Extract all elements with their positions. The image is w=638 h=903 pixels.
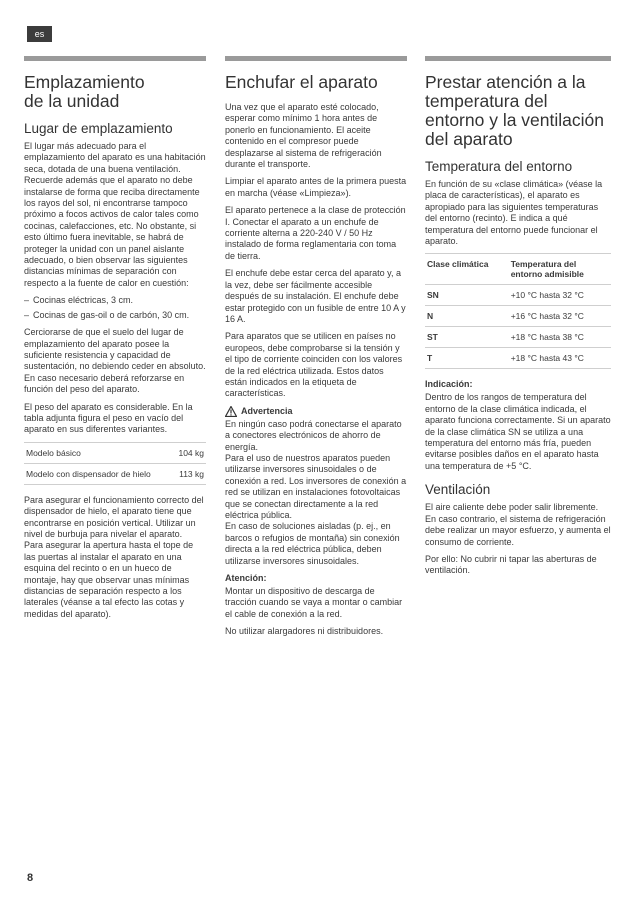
title-line-1: Emplazamiento [24, 72, 145, 92]
paragraph: Para asegurar la apertura hasta el tope de las puertas al instalar el aparato en una esquina del recinto o en un hueco de montaje, hay que observar unas mínimas distancias de separación respecto a los laterales (véanse a tal efecto las cotas y medidas del aparato). [24, 540, 194, 619]
weight-cell: 104 kg [172, 442, 206, 463]
model-cell: Modelo básico [24, 442, 172, 463]
table-row [425, 285, 611, 306]
model-cell: Modelo con dispensador de hielo [24, 463, 172, 484]
paragraph: Una vez que el aparato esté colocado, esperar como mínimo 1 hora antes de ponerlo en funcionamiento. El aceite contenido en el compresor puede desplazarse al sistema de refrigeración durante el transporte. [225, 102, 382, 170]
weight-table [24, 442, 206, 485]
section-title-installation [24, 73, 206, 111]
paragraph: En ningún caso podrá conectarse el aparato a conectores electrónicos de ahorro de energía. [225, 418, 402, 452]
temperature-cell: +16 °C hasta 32 °C [509, 306, 611, 327]
climate-class-cell: T [425, 348, 509, 369]
paragraph: Para el uso de nuestros aparatos pueden utilizarse inversores sinusoidales o de conexión a red. Los inversores de conexión a red se utilizan en instalaciones fotovoltaicas que se conectan directamente a la red eléctrica pública. [225, 452, 407, 520]
paragraph: Cerciorarse de que el suelo del lugar de emplazamiento del aparato posee la suficiente resistencia y capacidad de sustentación, no debiendo ceder en absoluto. En caso necesario deberá reforzarse en función del peso del aparato. [24, 327, 206, 395]
subtitle-ambient-temperature: Temperatura del entorno [425, 159, 573, 174]
table-row [24, 463, 206, 484]
table-row [425, 306, 611, 327]
list-item: – Cocinas eléctricas, 3 cm. [24, 295, 206, 306]
subtitle-location: Lugar de emplazamiento [24, 121, 173, 136]
table-row [425, 348, 611, 369]
column-header-class: Clase climática [425, 254, 509, 285]
table-row [24, 442, 206, 463]
paragraph: El peso del aparato es considerable. En la tabla adjunta figura el peso en vacío del aparato en sus diferentes variantes. [24, 401, 193, 435]
section-rule [225, 56, 407, 61]
distance-list [24, 295, 206, 321]
language-badge: es [27, 26, 52, 42]
paragraph: El aire caliente debe poder salir libremente. En caso contrario, el sistema de refrigeración debe realizar un mayor esfuerzo, y aumenta el consumo de corriente. [425, 502, 611, 547]
temperature-cell: +18 °C hasta 43 °C [509, 348, 611, 369]
paragraph: En función de su «clase climática» (véase la placa de características), el aparato es apropiado para las siguientes temperaturas del entorno (recinto). E indica a qué temperatura del entorno puede funcionar el aparato. [425, 179, 603, 247]
section-rule [425, 56, 611, 61]
temperature-cell: +18 °C hasta 38 °C [509, 327, 611, 348]
subtitle-ventilation: Ventilación [425, 482, 491, 498]
note-label: Indicación: [425, 379, 473, 390]
list-item: – Cocinas de gas-oil o de carbón, 30 cm. [24, 310, 206, 321]
paragraph: En caso de soluciones aisladas (p. ej., en barcos o refugios de montaña) sin conexión directa a la red eléctrica pública, deben utilizarse inversores sinusoidales. [225, 521, 400, 566]
column-header-temperature: Temperatura del entorno admisible [509, 254, 611, 285]
section-title-temperature: Prestar atención a la temperatura del entorno y la ventilación del aparato [425, 72, 604, 149]
column-connection [225, 56, 407, 644]
warning-triangle-icon [225, 406, 237, 417]
paragraph: No utilizar alargadores ni distribuidores. [225, 626, 384, 637]
weight-cell: 113 kg [172, 463, 206, 484]
column-temperature [425, 56, 611, 583]
warning-label: Advertencia [241, 406, 293, 417]
climate-class-cell: SN [425, 285, 509, 306]
paragraph: El lugar más adecuado para el emplazamiento del aparato es una habitación seca, dotada de una buena ventilación. Recuerde además que el aparato no debe instalarse de forma que reciba directamente los rayos del sol, ni encontrarse tampoco próximo a focos activos de calor tales como cocinas, calefacciones, etc. No obstante, si esto último fuera inevitable, se habrá de proteger la unidad con un panel aislante adecuado, o bien observar las siguientes distancias mínimas de separación con respecto a la fuente de calor en cuestión: [24, 141, 206, 288]
title-line-2: de la unidad [24, 91, 120, 111]
paragraph: Dentro de los rangos de temperatura del entorno de la clase climática indicada, el aparato funciona correctamente. Si un aparato de la clase climática SN se utiliza a una temperatura del entorno más fría, pueden evitarse posibles daños en el aparato hasta una temperatura de +5 °C. [425, 392, 611, 471]
climate-class-cell: ST [425, 327, 509, 348]
table-row [425, 327, 611, 348]
paragraph: Para asegurar el funcionamiento correcto del dispensador de hielo, el aparato tiene que encontrarse en posición vertical. Utilizar un nivel de burbuja para nivelar el aparato. [24, 494, 204, 539]
climate-class-cell: N [425, 306, 509, 327]
page-number: 8 [27, 872, 34, 884]
warning-heading [225, 406, 407, 417]
column-installation [24, 56, 206, 626]
paragraph: Limpiar el aparato antes de la primera puesta en marcha (véase «Limpieza»). [225, 176, 407, 198]
climate-class-table [425, 253, 611, 369]
paragraph: Por ello: No cubrir ni tapar las aberturas de ventilación. [425, 553, 597, 576]
section-rule [24, 56, 206, 61]
paragraph: Para aparatos que se utilicen en países no europeos, debe comprobarse si la tensión y el tipo de corriente coinciden con los valores de la red eléctrica utilizada. Estos datos están indicados en la etiqueta de características. [225, 331, 403, 399]
table-header-row [425, 254, 611, 285]
attention-label: Atención: [225, 573, 267, 584]
temperature-cell: +10 °C hasta 32 °C [509, 285, 611, 306]
paragraph: El aparato pertenece a la clase de protección I. Conectar el aparato a un enchufe de corriente alterna a 220-240 V / 50 Hz instalado de forma reglamentaria con toma de tierra. [225, 205, 406, 261]
paragraph: El enchufe debe estar cerca del aparato y, a la vez, debe ser fácilmente accesible después de su instalación. El enchufe debe estar protegido con un fusible de entre 10 A y 16 A. [225, 268, 406, 324]
paragraph: Montar un dispositivo de descarga de tracción cuando se vaya a montar o cambiar el cable de conexión a la red. [225, 586, 403, 619]
section-title-connection: Enchufar el aparato [225, 72, 378, 92]
